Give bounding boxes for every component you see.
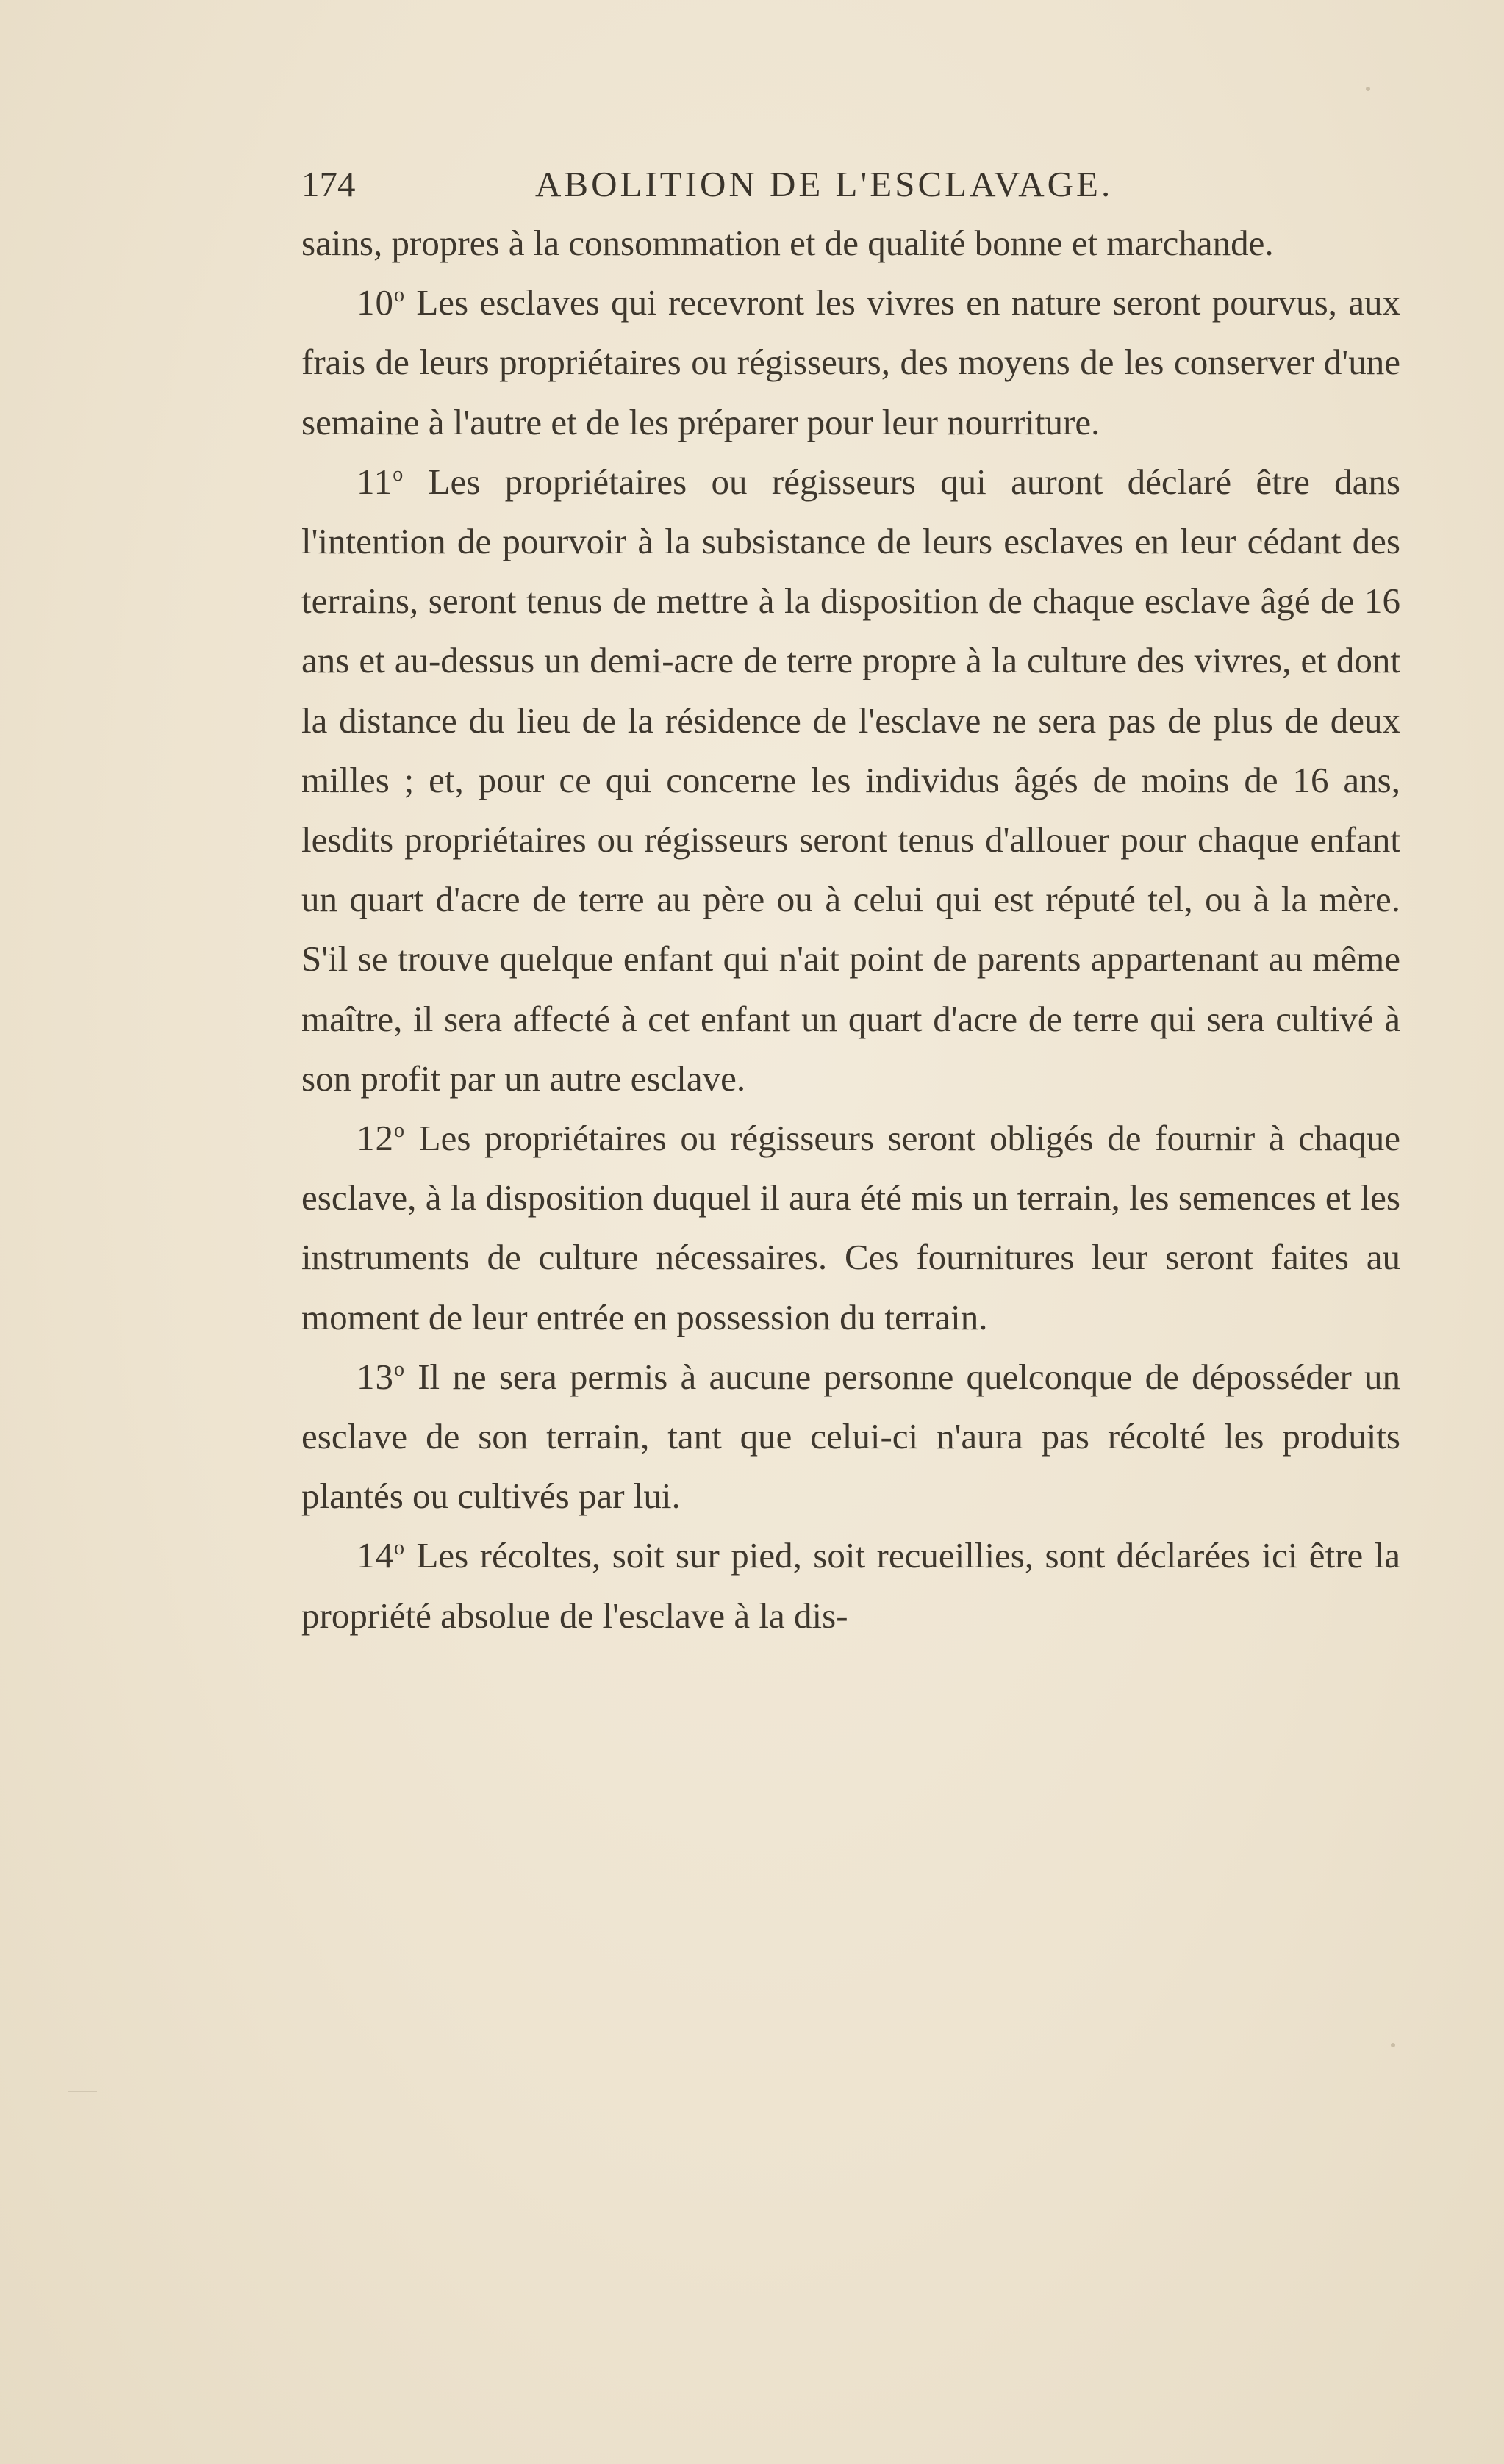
article-10 xyxy=(301,273,1400,452)
paper-speck xyxy=(1391,2043,1395,2047)
paragraph-text: Les propriétaires ou régisseurs qui auront déclaré être dans l'intention de pourvoir à la subsistance de leurs esclaves en leur cédant des terrains, seront tenus de mettre à la disposition de chaque esclave âgé de 16 ans et au-dessus un demi-acre de terre propre à la culture des vivres, et dont la distance du lieu de la résidence de l'esclave ne sera pas de plus de deux milles ; et, pour ce qui concerne les individus âgés de moins de 16 ans, lesdits propriétaires ou régisseurs seront tenus d'allouer pour chaque enfant un quart d'acre de terre au père ou à celui qui est réputé tel, ou à la mère. S'il se trouve quelque enfant qui n'ait point de parents appartenant au même maître, il sera affecté à cet enfant un quart d'acre de terre qui sera cultivé à son profit par un autre esclave. xyxy=(301,461,1400,1099)
paragraph-text: sains, propres à la consommation et de qualité bonne et marchande. xyxy=(301,223,1274,263)
article-number: 14$^o$ xyxy=(357,1535,405,1576)
article-number: 11$^o$ xyxy=(357,461,404,502)
article-number: 10$^o$ xyxy=(357,282,405,323)
paragraph-text: Les récoltes, soit sur pied, soit recueillies, sont déclarées ici être la propriété absolue de l'esclave à la dis- xyxy=(301,1535,1401,1636)
article-11 xyxy=(301,452,1400,1108)
book-page xyxy=(301,154,1400,1645)
paragraph-text: Les esclaves qui recevront les vivres en nature seront pourvus, aux frais de leurs propriétaires ou régisseurs, des moyens de les conserver d'une semaine à l'autre et de les préparer pour leur nourriture. xyxy=(301,282,1401,442)
margin-mark xyxy=(68,2091,97,2092)
article-number: 13$^o$ xyxy=(357,1356,405,1397)
page-number: 174 xyxy=(301,164,356,204)
article-14 xyxy=(301,1526,1400,1645)
paper-speck xyxy=(1366,87,1370,91)
running-title: ABOLITION DE L'ESCLAVAGE. xyxy=(535,164,1114,204)
paragraph-text: Les propriétaires ou régisseurs seront obligés de fournir à chaque esclave, à la disposition duquel il aura été mis un terrain, les semences et les instruments de culture nécessaires. Ces fournitures leur seront faites au moment de leur entrée en possession du terrain. xyxy=(301,1118,1401,1337)
page-header xyxy=(301,154,1400,213)
article-number: 12$^o$ xyxy=(357,1118,405,1159)
paragraph-continuation xyxy=(301,213,1400,273)
page-body xyxy=(301,213,1400,1645)
paragraph-text: Il ne sera permis à aucune personne quelconque de déposséder un esclave de son terrain, tant que celui-ci n'aura pas récolté les produits plantés ou cultivés par lui. xyxy=(301,1356,1400,1517)
article-13 xyxy=(301,1347,1400,1526)
article-12 xyxy=(301,1108,1400,1347)
